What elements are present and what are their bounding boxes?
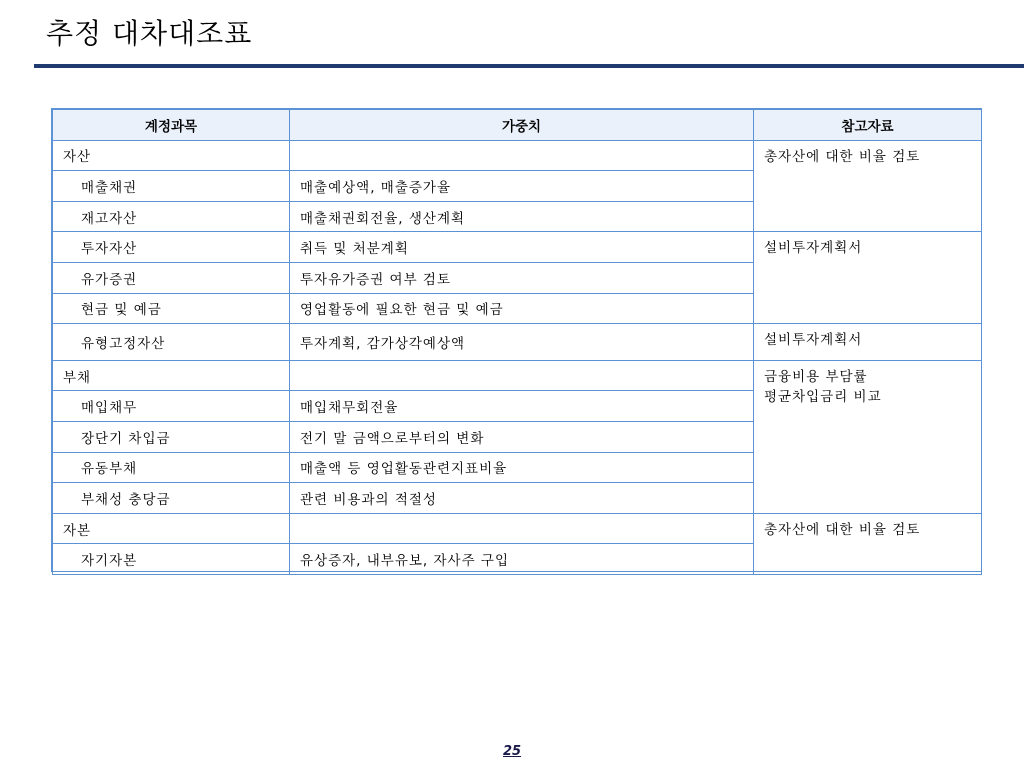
weight-cell: 투자계획, 감가상각예상액 — [290, 324, 754, 361]
account-cell: 유형고정자산 — [53, 324, 290, 361]
table-row — [53, 513, 982, 544]
account-cell: 매출채권 — [53, 171, 290, 202]
account-cell: 재고자산 — [53, 201, 290, 232]
weight-cell — [290, 513, 754, 544]
account-cell: 자기자본 — [53, 544, 290, 575]
reference-cell: 총자산에 대한 비율 검토 — [754, 513, 982, 574]
weight-cell — [290, 360, 754, 391]
reference-cell: 총자산에 대한 비율 검토 — [754, 140, 982, 232]
slide-title: 추정 대차대조표 — [46, 17, 253, 50]
account-cell: 현금 및 예금 — [53, 293, 290, 324]
account-cell: 투자자산 — [53, 232, 290, 263]
account-cell: 자산 — [53, 140, 290, 171]
table-row — [53, 140, 982, 171]
weight-cell: 매출예상액, 매출증가율 — [290, 171, 754, 202]
account-cell: 유가증권 — [53, 262, 290, 293]
title-divider — [34, 64, 1024, 68]
weight-cell: 유상증자, 내부유보, 자사주 구입 — [290, 544, 754, 575]
weight-cell: 영업활동에 필요한 현금 및 예금 — [290, 293, 754, 324]
reference-line: 평균차입금리 비교 — [764, 388, 882, 405]
reference-cell — [754, 360, 982, 513]
account-cell: 자본 — [53, 513, 290, 544]
weight-cell: 매출채권회전율, 생산계획 — [290, 201, 754, 232]
weight-cell — [290, 140, 754, 171]
page-number: 25 — [502, 744, 522, 759]
account-cell: 장단기 차입금 — [53, 421, 290, 452]
header-weight: 가중치 — [290, 110, 754, 141]
weight-cell: 관련 비용과의 적절성 — [290, 483, 754, 514]
table-row — [53, 324, 982, 361]
reference-cell: 설비투자계획서 — [754, 232, 982, 324]
weight-cell: 전기 말 금액으로부터의 변화 — [290, 421, 754, 452]
reference-cell: 설비투자계획서 — [754, 324, 982, 361]
account-cell: 매입채무 — [53, 391, 290, 422]
account-cell: 유동부채 — [53, 452, 290, 483]
weight-cell: 매출액 등 영업활동관련지표비율 — [290, 452, 754, 483]
account-cell: 부채 — [53, 360, 290, 391]
table-row — [53, 232, 982, 263]
reference-line: 금융비용 부담률 — [764, 368, 868, 385]
table-header-row — [53, 110, 982, 141]
weight-cell: 매입채무회전율 — [290, 391, 754, 422]
account-cell: 부채성 충당금 — [53, 483, 290, 514]
balance-sheet-table — [52, 109, 982, 575]
header-reference: 참고자료 — [754, 110, 982, 141]
weight-cell: 투자유가증권 여부 검토 — [290, 262, 754, 293]
header-account: 계정과목 — [53, 110, 290, 141]
weight-cell: 취득 및 처분계획 — [290, 232, 754, 263]
table-row — [53, 360, 982, 391]
